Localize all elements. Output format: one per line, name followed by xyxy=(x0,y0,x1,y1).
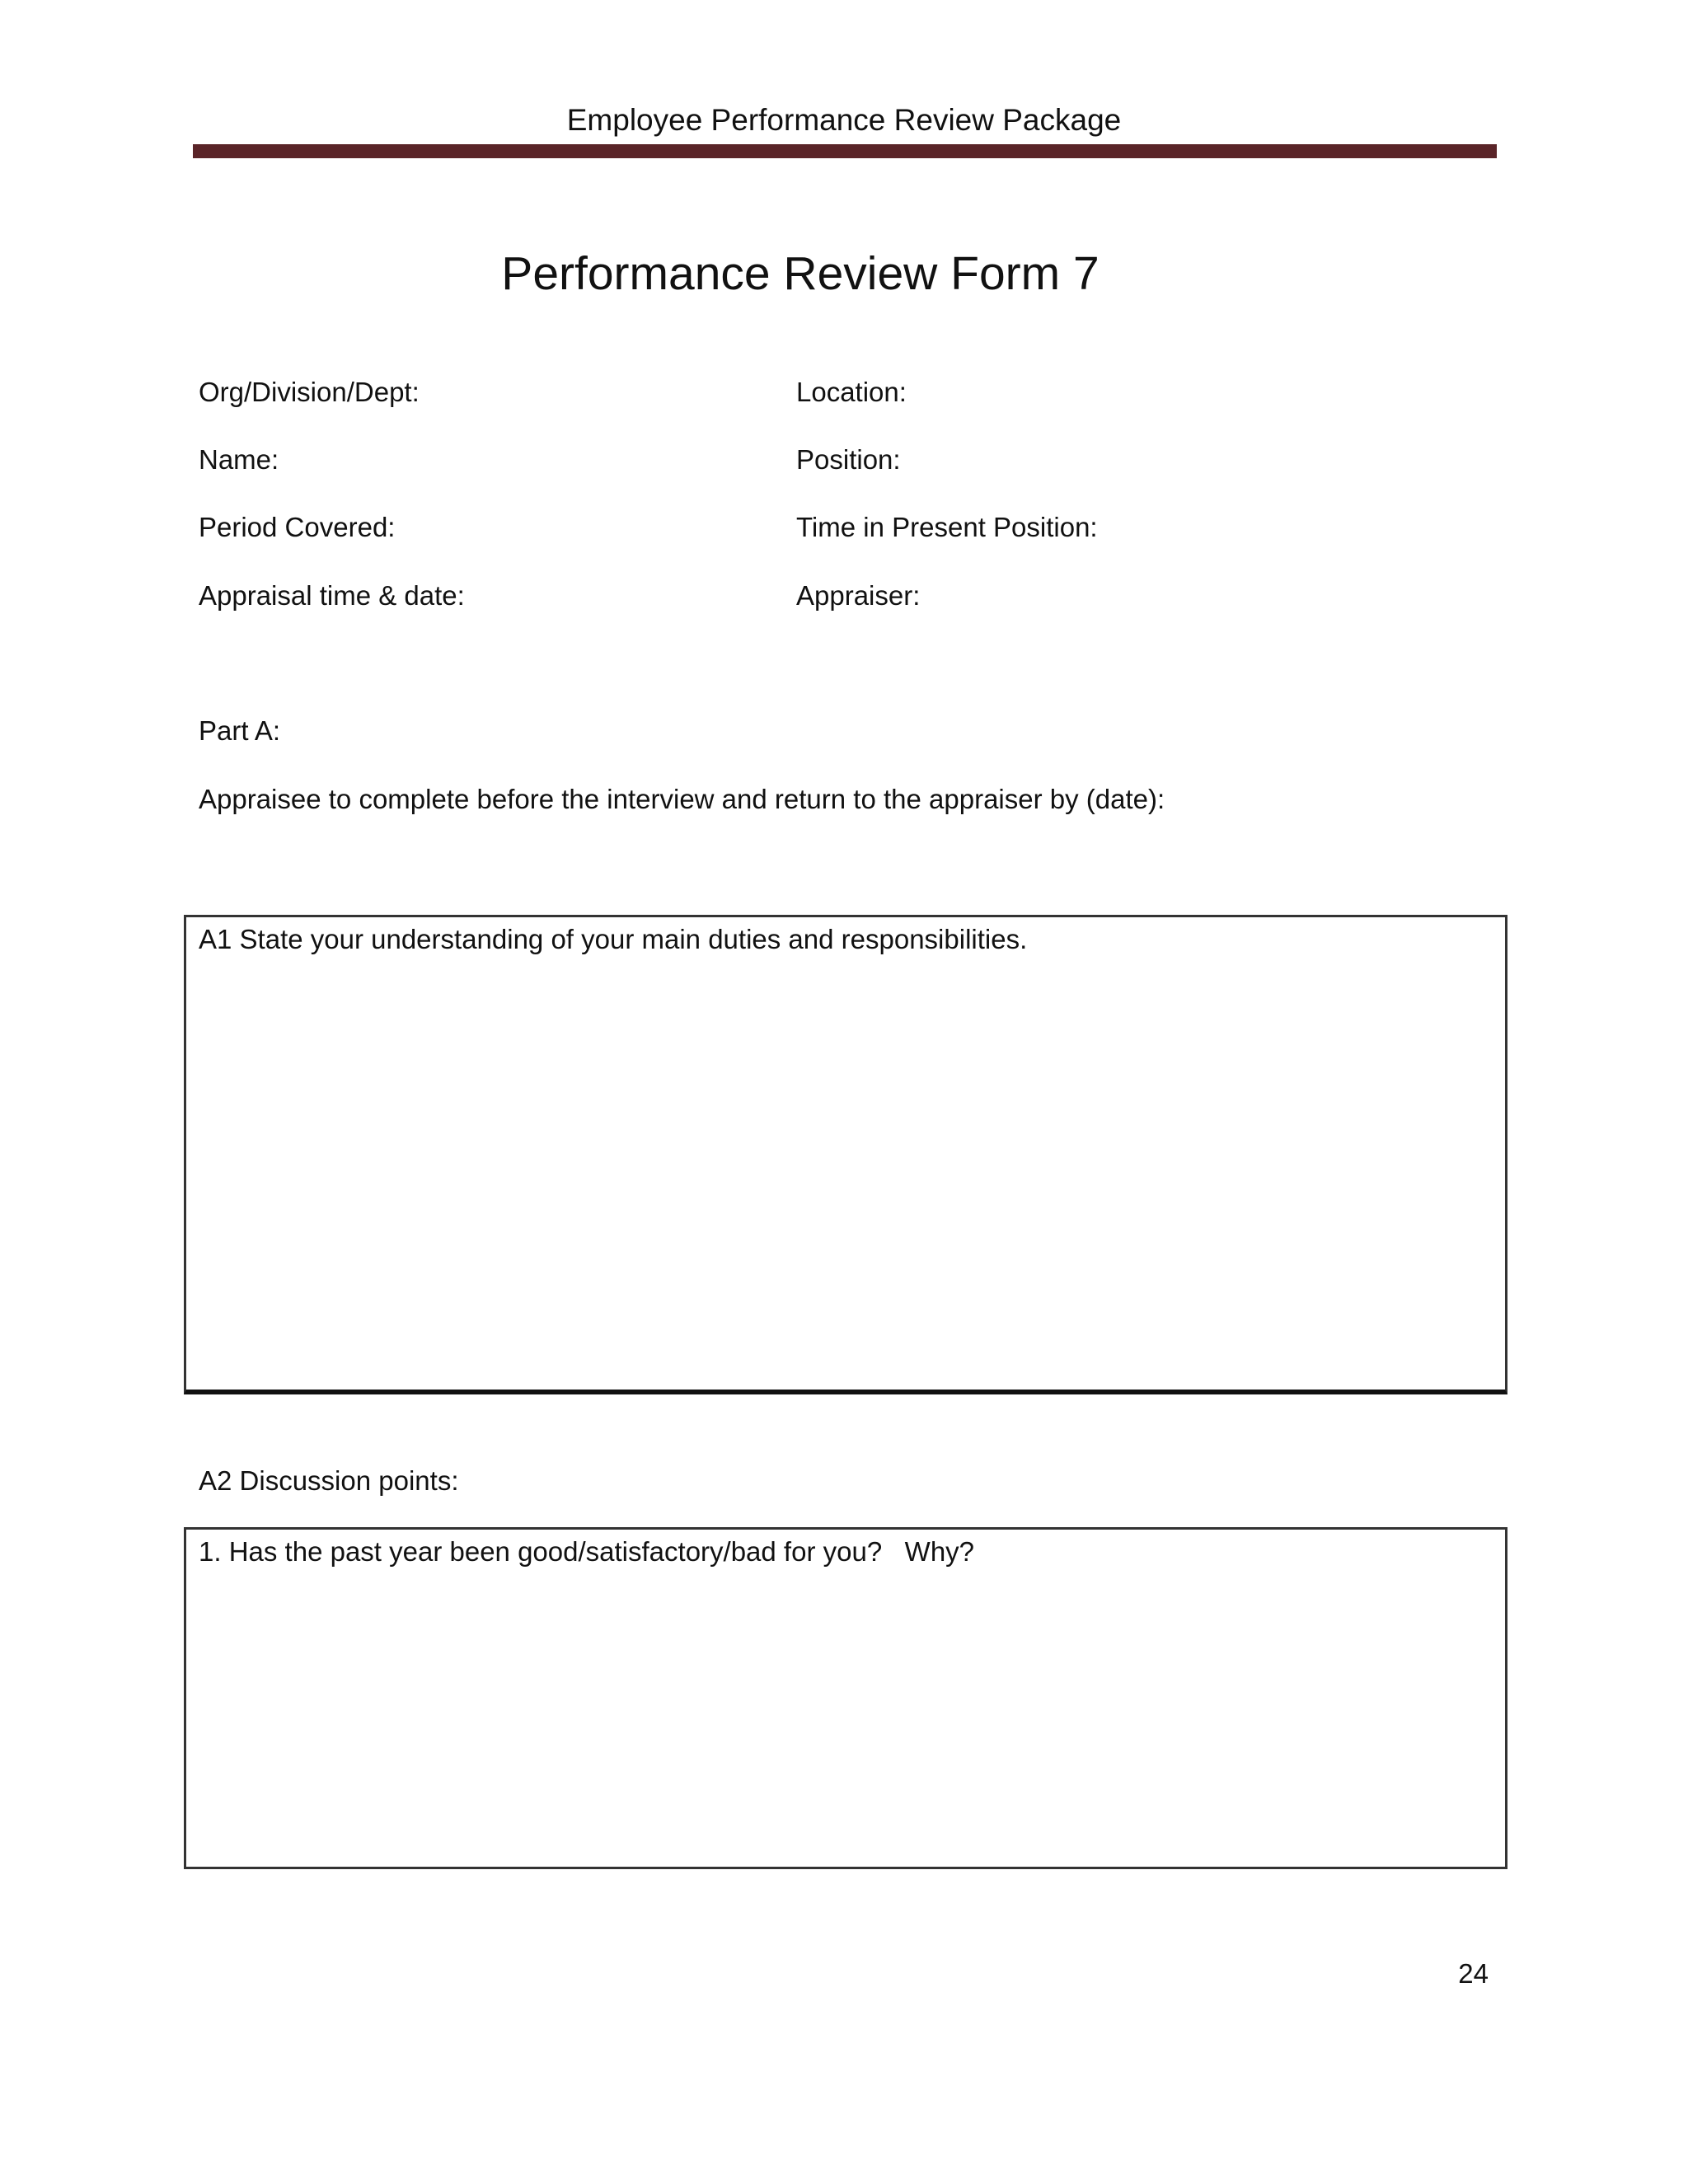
a1-response-box[interactable] xyxy=(184,915,1507,1394)
header-rule xyxy=(193,144,1497,158)
part-a-heading: Part A: xyxy=(199,715,281,746)
q1-response-box[interactable] xyxy=(184,1527,1507,1869)
a1-prompt: A1 State your understanding of your main duties and responsibilities. xyxy=(199,924,1028,954)
time-in-present-position-label: Time in Present Position: xyxy=(796,512,1098,542)
q1-prompt: 1. Has the past year been good/satisfactory/bad for you? Why? xyxy=(199,1536,975,1567)
appraiser-label: Appraiser: xyxy=(796,580,921,611)
header-title: Employee Performance Review Package xyxy=(566,103,1122,137)
position-label: Position: xyxy=(796,444,901,475)
form-title: Performance Review Form 7 xyxy=(501,247,1100,300)
part-a-instruction: Appraisee to complete before the interview and return to the appraiser by (date): xyxy=(199,784,1165,814)
appraisal-time-date-label: Appraisal time & date: xyxy=(199,580,465,611)
location-label: Location: xyxy=(796,377,907,407)
period-covered-label: Period Covered: xyxy=(199,512,396,542)
org-division-dept-label: Org/Division/Dept: xyxy=(199,377,420,407)
page-number: 24 xyxy=(1458,1958,1489,1989)
a2-heading: A2 Discussion points: xyxy=(199,1465,459,1496)
name-label: Name: xyxy=(199,444,279,475)
